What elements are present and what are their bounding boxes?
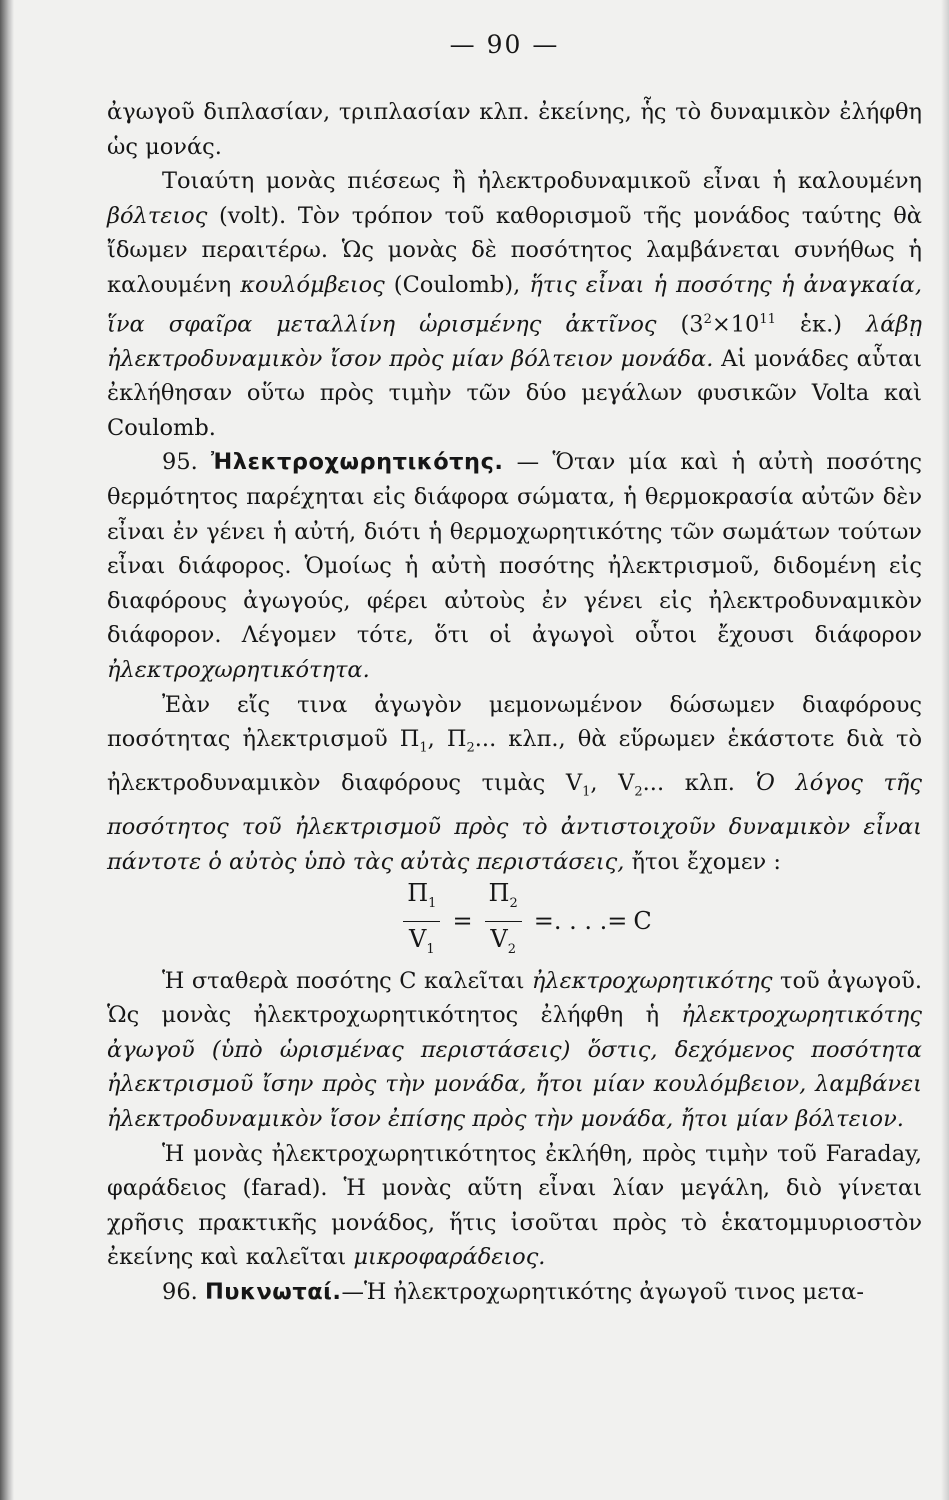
page-edge bbox=[941, 0, 949, 1500]
italic-term-capacitance: ἠλεκτροχωρητικότητα. bbox=[107, 657, 370, 683]
section-number-95: 95. bbox=[162, 449, 198, 476]
italic-term-microfarad: μικροφαράδειος. bbox=[353, 1244, 546, 1271]
paragraph-farad: Ἡ μονὰς ἠλεκτροχωρητικότητος ἐκλήθη, πρὸς τιμὴν τοῦ Faraday, φαράδειος (farad). Ἡ μονὰς αὕτη εἶναι λίαν μεγάλη, διὸ γίνεται χρῆσις πρακτικῆς μονάδος, ἥτις ἰσοῦται πρὸς τὸ ἑκατομμυριοστὸν ἐκείνης καὶ καλεῖται μικροφαράδειος. bbox=[107, 1140, 922, 1271]
equals-ellipsis: =. . . .= bbox=[533, 907, 628, 936]
italic-ratio-law: Ὁ λόγος τῆς ποσότητος τοῦ ἠλεκτρισμοῦ πρὸς τὸ ἀντιστοιχοῦν δυναμικὸν εἶναι πάντοτε ὁ αὐτὸς ὑπὸ τὰς αὐτὰς περιστάσεις, bbox=[107, 770, 922, 875]
constant-c: C bbox=[633, 907, 652, 936]
italic-term-capacitance-2: ἠλεκτροχωρητικότης bbox=[531, 967, 773, 994]
equals-sign: = bbox=[452, 907, 473, 936]
section-number-96: 96. bbox=[162, 1278, 198, 1305]
paragraph-continuation: ἀγωγοῦ διπλασίαν, τριπλασίαν κλπ. ἐκείνης, ἧς τὸ δυναμικὸν ἐλήφθη ὡς μονάς. bbox=[107, 99, 922, 160]
paragraph-constant: Ἡ σταθερὰ ποσότης C καλεῖται ἠλεκτροχωρητικότης τοῦ ἀγωγοῦ. Ὡς μονὰς ἠλεκτροχωρητικότητος ἐλήφθη ἡ ἠλεκτροχωρητικότης ἀγωγοῦ (ὑπὸ ὡρισμένας περιστάσεις) ὅστις, δεχόμενος ποσότητα ἠλεκτρισμοῦ ἴσην πρὸς τὴν μονάδα, ἤτοι μίαν κουλόμβειον, λαμβάνει ἠλεκτροδυναμικὸν ἴσον ἐπίσης πρὸς τὴν μονάδα, ἤτοι μίαν βόλτειον. bbox=[107, 967, 922, 1132]
page-gutter-shadow bbox=[0, 0, 14, 1500]
italic-definition-coulomb: ἥτις εἶναι ἡ ποσότης ἡ ἀναγκαία, ἵνα σφαῖρα μεταλλίνη ὡρισμένης ἀκτῖνος bbox=[107, 271, 922, 338]
section-96: 96. Πυκνωταί.—Ἡ ἠλεκτροχωρητικότης ἀγωγοῦ τινος μετα- bbox=[162, 1278, 864, 1305]
italic-unit-definition: ἠλεκτροχωρητικότης ἀγωγοῦ (ὑπὸ ὡρισμένας περιστάσεις) ὅστις, δεχόμενος ποσότητα ἠλεκτρισμοῦ ἴσην πρὸς τὴν μονάδα, ἤτοι μίαν κουλόμβειον, λαμβάνει ἠλεκτροδυναμικὸν ἴσον ἐπίσης πρὸς τὴν μονάδα, ἤτοι μίαν βόλτειον. bbox=[107, 1002, 922, 1132]
section-title-96: Πυκνωταί. bbox=[204, 1278, 342, 1305]
capacitance-formula bbox=[107, 880, 922, 964]
italic-term-volt: βόλτειος bbox=[107, 202, 208, 229]
fraction-1: $\frac{\Pi_1}{V_1}$ bbox=[403, 878, 440, 965]
italic-term-coulomb: κουλόμβειος bbox=[240, 271, 385, 298]
paragraph-ratio: Ἐὰν εἴς τινα ἀγωγὸν μεμονωμένον δώσωμεν διαφόρους ποσότητας ἠλεκτρισμοῦ $\Pi_1$, $\Pi_2$... κλπ., θὰ εὕρωμεν ἑκάστοτε διὰ τὸ ἠλεκτροδυναμικὸν διαφόρους τιμὰς $V_1$, $V_2$... κλπ. Ὁ λόγος τῆς ποσότητος τοῦ ἠλεκτρισμοῦ πρὸς τὸ ἀντιστοιχοῦν δυναμικὸν εἶναι πάντοτε ὁ αὐτὸς ὑπὸ τὰς αὐτὰς περιστάσεις, ἤτοι ἔχομεν : bbox=[107, 691, 923, 875]
paragraph-volt-coulomb: Τοιαύτη μονὰς πιέσεως ἢ ἠλεκτροδυναμικοῦ εἶναι ἡ καλουμένη βόλτειος (volt). Τὸν τρόπον τοῦ καθορισμοῦ τῆς μονάδος ταύτης θὰ ἴδωμεν περαιτέρω. Ὡς μονὰς δὲ ποσότητος λαμβάνεται συνήθως ἡ καλουμένη κουλόμβειος (Coulomb), ἥτις εἶναι ἡ ποσότης ἡ ἀναγκαία, ἵνα σφαῖρα μεταλλίνη ὡρισμένης ἀκτῖνος ($3^2\times 10^{11}$ ἑκ.) λάβῃ ἠλεκτροδυναμικὸν ἴσον πρὸς μίαν βόλτειον μονάδα. Αἱ μονάδες αὗται ἐκλήθησαν οὕτω πρὸς τιμὴν τῶν δύο μεγάλων φυσικῶν Volta καὶ Coulomb. bbox=[107, 168, 922, 441]
fraction-2: $\frac{\Pi_2}{V_2}$ bbox=[485, 878, 522, 965]
section-95: 95. Ἠλεκτροχωρητικότης. — Ὅταν μία καὶ ἡ αὐτὴ ποσότης θερμότητος παρέχηται εἰς διάφορα σώματα, ἡ θερμοκρασία αὐτῶν δὲν εἶναι ἐν γένει ἡ αὐτή, διότι ἡ θερμοχωρητικότης τῶν σωμάτων τούτων εἶναι διάφορος. Ὁμοίως ἡ αὐτὴ ποσότης ἠλεκτρισμοῦ, διδομένη εἰς διαφόρους ἀγωγούς, φέρει αὐτοὺς ἐν γένει εἰς ἠλεκτροδυναμικὸν διάφορον. Λέγομεν τότε, ὅτι οἱ ἀγωγοὶ οὗτοι ἔχουσι διάφορον ἠλεκτροχωρητικότητα. bbox=[107, 449, 922, 683]
page-header bbox=[0, 30, 949, 59]
section-title-95: Ἠλεκτροχωρητικότης. bbox=[210, 449, 504, 476]
italic-definition-end: λάβῃ ἠλεκτροδυναμικὸν ἴσον πρὸς μίαν βόλτειον μονάδα. bbox=[107, 311, 922, 372]
page-number: — 90 — bbox=[449, 30, 560, 59]
body-text bbox=[107, 95, 922, 1310]
